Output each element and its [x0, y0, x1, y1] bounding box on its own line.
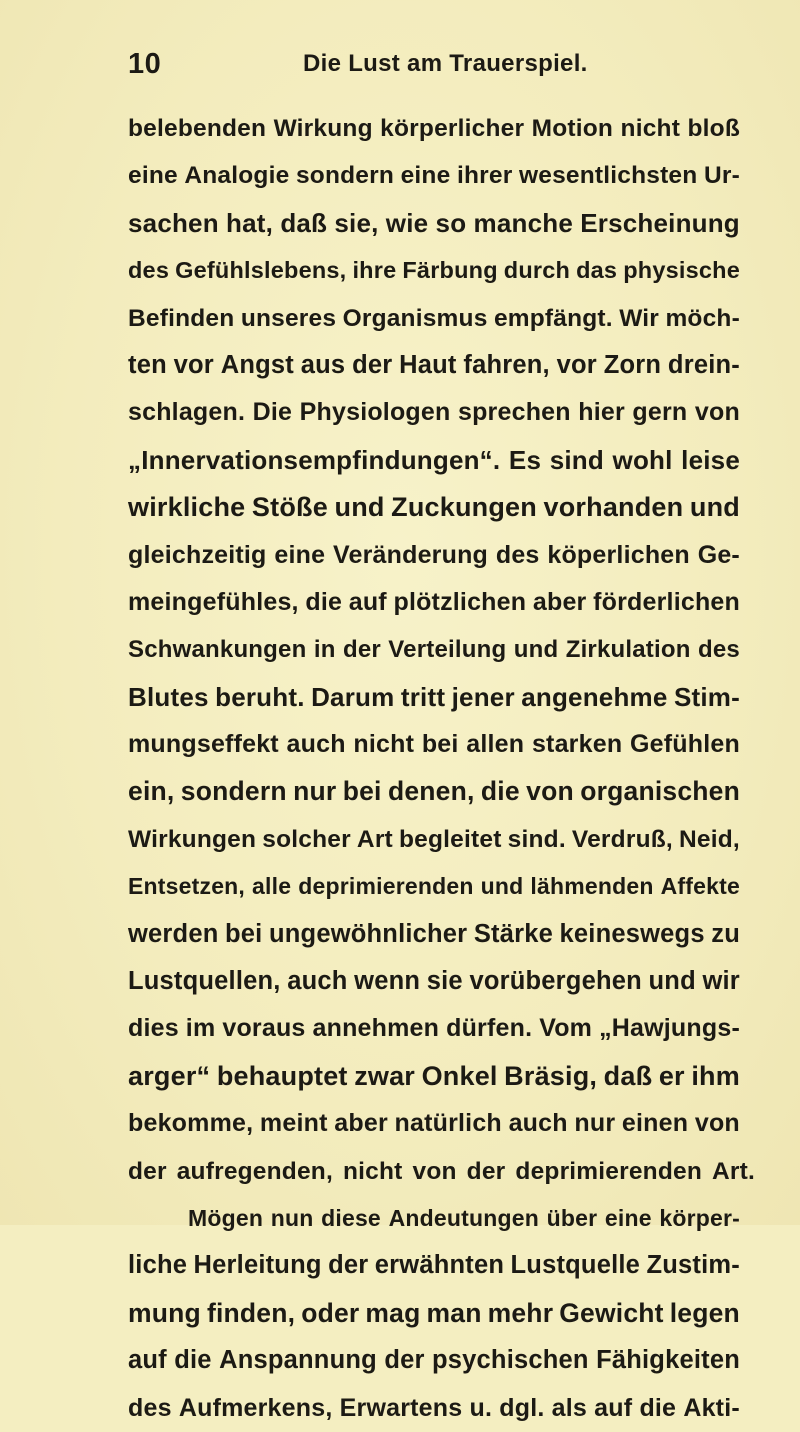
text-line: dies im voraus annehmen dürfen. Vom „Hawjungs-: [128, 1014, 740, 1043]
text-line: Wirkungen solcher Art begleitet sind. Verdruß, Neid,: [128, 825, 740, 853]
text-line: der aufregenden, nicht von der deprimierenden Art.: [128, 1157, 756, 1185]
text-line: schlagen. Die Physiologen sprechen hier gern von: [128, 398, 740, 427]
text-line: mung finden, oder mag man mehr Gewicht legen: [128, 1297, 740, 1328]
text-line: Lustquellen, auch wenn sie vorübergehen und wir: [128, 967, 740, 996]
text-line: des Aufmerkens, Erwartens u. dgl. als auf die Akti-: [128, 1393, 740, 1422]
text-line: gleichzeitig eine Veränderung des köperlichen Ge-: [128, 540, 740, 569]
text-line: werden bei ungewöhnlicher Stärke keineswegs zu: [128, 919, 740, 948]
text-line: mungseffekt auch nicht bei allen starken Gefühlen: [128, 730, 740, 759]
text-line: bekomme, meint aber natürlich auch nur einen von: [128, 1109, 740, 1138]
text-line: Blutes beruht. Darum tritt jener angenehme Stim-: [128, 681, 740, 712]
body-text: [128, 105, 756, 1432]
text-line: Schwankungen in der Verteilung und Zirkulation des: [128, 636, 740, 664]
text-line: wirkliche Stöße und Zuckungen vorhanden und: [128, 492, 740, 523]
text-line: ten vor Angst aus der Haut fahren, vor Zorn drein-: [128, 350, 740, 379]
text-line: belebenden Wirkung körperlicher Motion nicht bloß: [128, 115, 740, 142]
text-line: ein, sondern nur bei denen, die von organischen: [128, 776, 740, 807]
page-number: 10: [128, 48, 162, 80]
text-line: sachen hat, daß sie, wie so manche Erscheinung: [128, 207, 740, 238]
running-title: Die Lust am Trauerspiel.: [303, 50, 588, 77]
text-line: Befinden unseres Organismus empfängt. Wir möch-: [128, 304, 740, 332]
text-line: auf die Anspannung der psychischen Fähigkeiten: [128, 1346, 740, 1375]
text-line: „Innervationsempfindungen“. Es sind wohl leise: [128, 444, 740, 475]
running-head: [128, 48, 740, 88]
text-line: liche Herleitung der erwähnten Lustquelle Zustim-: [128, 1251, 740, 1280]
text-line: des Gefühlslebens, ihre Färbung durch das physische: [128, 257, 740, 284]
text-line: eine Analogie sondern eine ihrer wesentlichsten Ur-: [128, 162, 740, 190]
text-line: meingefühles, die auf plötzlichen aber förderlichen: [128, 587, 740, 616]
text-line: Entsetzen, alle deprimierenden und lähmenden Affekte: [128, 873, 740, 900]
text-line: arger“ behauptet zwar Onkel Bräsig, daß er ihm: [128, 1060, 740, 1091]
text-line: Mögen nun diese Andeutungen über eine körper-: [188, 1204, 740, 1231]
